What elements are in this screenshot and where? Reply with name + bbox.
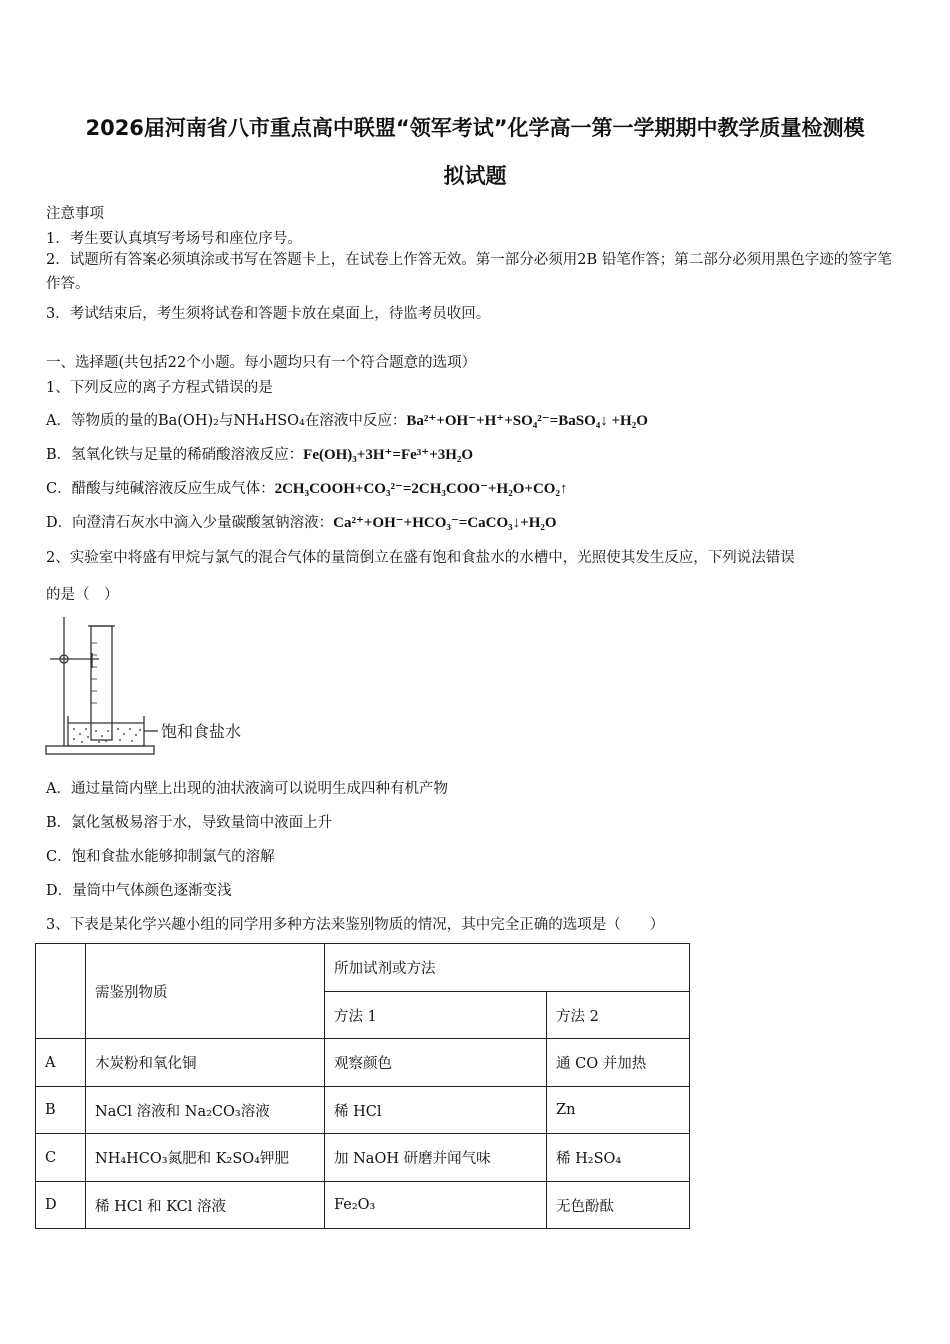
section-heading: 一、选择题(共包括22个小题。每小题均只有一个符合题意的选项） [46, 355, 477, 371]
q1-option-c-equation: 2CH₃COOH+CO₃²⁻=2CH₃COO⁻+H₂O+CO₂↑ [274, 481, 568, 497]
table-corner-cell [36, 944, 86, 1039]
q1-option-b [46, 443, 906, 464]
row-method-2: 稀 H₂SO₄ [547, 1134, 690, 1182]
q2-option-b: B．氯化氢极易溶于水，导致量筒中液面上升 [46, 815, 333, 831]
q2-stem-line1: 2、实验室中将盛有甲烷与氯气的混合气体的量筒倒立在盛有饱和食盐水的水槽中，光照使其发生反应，下列说法错误 [46, 550, 795, 566]
table-row [36, 1134, 690, 1182]
table-row [36, 1182, 690, 1229]
row-method-1: 观察颜色 [325, 1039, 547, 1087]
apparatus-figure [44, 613, 264, 763]
row-method-2: 通 CO 并加热 [547, 1039, 690, 1087]
row-option: A [36, 1039, 86, 1087]
notice-item-1: 1．考生要认真填写考场号和座位序号。 [46, 231, 302, 247]
header-reagent: 所加试剂或方法 [325, 944, 690, 992]
header-substance: 需鉴别物质 [86, 944, 325, 1039]
q2-option-a: A．通过量筒内壁上出现的油状液滴可以说明生成四种有机产物 [46, 781, 448, 797]
doc-title-line2: 拟试题 [443, 164, 507, 188]
row-substance: 稀 HCl 和 KCl 溶液 [86, 1182, 325, 1229]
table-row [36, 1087, 690, 1134]
row-method-1: 加 NaOH 研磨并闻气味 [325, 1134, 547, 1182]
row-option: C [36, 1134, 86, 1182]
q1-option-b-equation: Fe(OH)₃+3H⁺=Fe³⁺+3H₂O [303, 447, 474, 463]
table-header-row [36, 944, 690, 992]
notice-item-2: 2．试题所有答案必须填涂或书写在答题卡上，在试卷上作答无效。第一部分必须用2B 铅笔作答；第二部分必须用黑色字迹的签字笔作答。 [46, 252, 892, 292]
notice-heading: 注意事项 [46, 206, 104, 222]
row-method-2: 无色酚酞 [547, 1182, 690, 1229]
q1-option-a-equation: Ba²⁺+OH⁻+H⁺+SO₄²⁻=BaSO₄↓ +H₂O [406, 413, 648, 429]
row-option: D [36, 1182, 86, 1229]
header-method-2: 方法 2 [547, 992, 690, 1039]
q3-stem: 3、下表是某化学兴趣小组的同学用多种方法来鉴别物质的情况，其中完全正确的选项是（ ） [46, 917, 665, 933]
q1-option-c-label: C．醋酸与纯碱溶液反应生成气体： [46, 481, 275, 497]
row-method-2: Zn [547, 1087, 690, 1134]
row-substance: NH₄HCO₃氮肥和 K₂SO₄钾肥 [86, 1134, 325, 1182]
q1-option-d [46, 511, 906, 532]
row-method-1: Fe₂O₃ [325, 1182, 547, 1229]
brine-pattern [73, 728, 141, 743]
q1-option-a-label: A．等物质的量的Ba(OH)₂与NH₄HSO₄在溶液中反应： [46, 413, 407, 429]
row-option: B [36, 1087, 86, 1134]
q2-option-c: C．饱和食盐水能够抑制氯气的溶解 [46, 849, 275, 865]
table-row [36, 1039, 690, 1087]
notice-item-3: 3．考试结束后，考生须将试卷和答题卡放在桌面上，待监考员收回。 [46, 306, 491, 322]
row-substance: NaCl 溶液和 Na₂CO₃溶液 [86, 1087, 325, 1134]
q2-option-d: D．量筒中气体颜色逐渐变浅 [46, 883, 232, 899]
q1-stem: 1、下列反应的离子方程式错误的是 [46, 380, 273, 396]
row-substance: 木炭粉和氧化铜 [86, 1039, 325, 1087]
q3-table [35, 943, 690, 1229]
q1-option-b-label: B．氢氧化铁与足量的稀硝酸溶液反应： [46, 447, 304, 463]
q1-option-a [46, 409, 906, 430]
stand-base [46, 746, 154, 754]
row-method-1: 稀 HCl [325, 1087, 547, 1134]
q1-option-d-equation: Ca²⁺+OH⁻+HCO₃⁻=CaCO₃↓+H₂O [333, 515, 557, 531]
q2-stem-line2: 的是（ ） [46, 587, 119, 603]
doc-title-line1: 2026届河南省八市重点高中联盟“领军考试”化学高一第一学期期中教学质量检测模 [85, 116, 865, 140]
q1-option-d-label: D．向澄清石灰水中滴入少量碳酸氢钠溶液： [46, 515, 334, 531]
header-method-1: 方法 1 [325, 992, 547, 1039]
figure-label: 饱和食盐水 [161, 722, 242, 741]
q1-option-c [46, 477, 906, 498]
